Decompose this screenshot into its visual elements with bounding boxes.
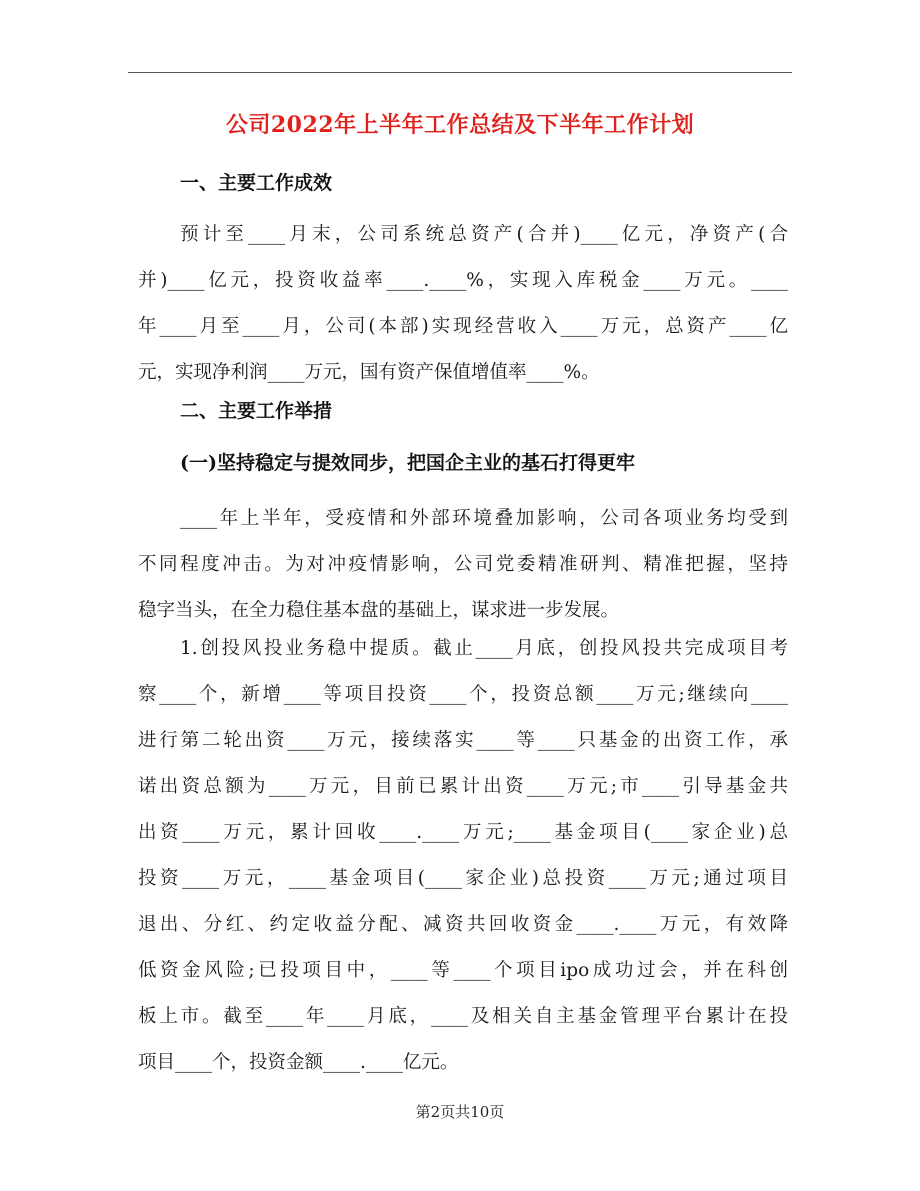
header-rule [128, 72, 792, 73]
paragraph-venture-investment [138, 626, 788, 1086]
paragraph-line: 项目____个，投资金额____.____亿元。 [138, 1052, 459, 1073]
paragraph-line: 出资____万元，累计回收____.____万元;____基金项目(____家企业)总 [138, 822, 788, 843]
section-heading-results: 一、主要工作成效 [180, 172, 333, 194]
section-heading-measures: 二、主要工作举措 [180, 400, 333, 422]
document-title: 公司2022年上半年工作总结及下半年工作计划 [225, 112, 695, 138]
paragraph-line: 板上市。截至____年____月底，____及相关自主基金管理平台累计在投 [138, 1006, 788, 1027]
subsection-heading-stability: (一)坚持稳定与提效同步，把国企主业的基石打得更牢 [180, 452, 635, 474]
paragraph-line: 低资金风险;已投项目中，____等____个项目ipo成功过会，并在科创 [138, 960, 788, 981]
paragraph-line: 投资____万元，____基金项目(____家企业)总投资____万元;通过项目 [138, 868, 788, 889]
paragraph-line: 不同程度冲击。为对冲疫情影响，公司党委精准研判、精准把握，坚持 [138, 554, 788, 575]
paragraph-stability [138, 496, 788, 634]
paragraph-line: 预计至____月末，公司系统总资产(合并)____亿元，净资产(合 [180, 224, 788, 245]
paragraph-line: 诺出资总额为____万元，目前已累计出资____万元;市____引导基金共 [138, 776, 788, 797]
paragraph-line: 退出、分红、约定收益分配、减资共回收资金____.____万元，有效降 [138, 914, 788, 935]
paragraph-line: 稳字当头，在全力稳住基本盘的基础上，谋求进一步发展。 [138, 600, 620, 621]
paragraph-line: 年____月至____月，公司(本部)实现经营收入____万元，总资产____亿 [138, 316, 788, 337]
paragraph-line: 并)____亿元，投资收益率____.____%，实现入库税金____万元。____ [138, 270, 788, 291]
paragraph-line: 进行第二轮出资____万元，接续落实____等____只基金的出资工作，承 [138, 730, 788, 751]
paragraph-line: 元，实现净利润____万元，国有资产保值增值率____%。 [138, 362, 600, 383]
paragraph-line: ____年上半年，受疫情和外部环境叠加影响，公司各项业务均受到 [180, 508, 788, 529]
paragraph-results [138, 212, 788, 396]
paragraph-line: 察____个，新增____等项目投资____个，投资总额____万元;继续向____ [138, 684, 788, 705]
paragraph-line: 1.创投风投业务稳中提质。截止____月底，创投风投共完成项目考 [180, 638, 788, 659]
page-number: 第2页共10页 [415, 1103, 505, 1121]
